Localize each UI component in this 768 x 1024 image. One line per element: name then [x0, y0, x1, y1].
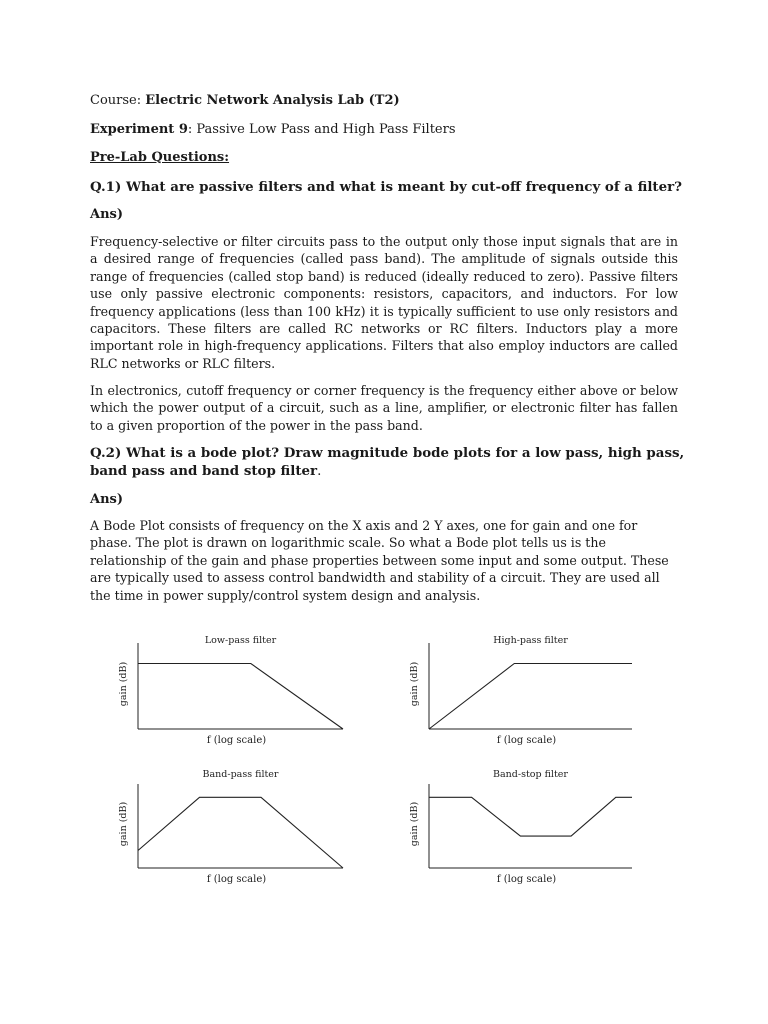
band-stop-filter-title: Band-stop filter — [493, 769, 568, 780]
high-pass-filter-title: High-pass filter — [493, 635, 568, 646]
low-pass-filter-title: Low-pass filter — [204, 635, 277, 646]
high-pass-filter-y-label: gain (dB) — [409, 661, 420, 707]
question-1: Q.1) What are passive filters and what is meant by cut-off frequency of a filter? — [90, 179, 683, 195]
band-pass-filter-title: Band-pass filter — [202, 769, 279, 780]
band-pass-filter-gain-curve — [138, 797, 343, 868]
prelab-heading: Pre-Lab Questions: — [90, 150, 230, 165]
answer-1-label: Ans) — [90, 207, 124, 222]
high-pass-filter-plot — [409, 635, 632, 746]
question-2-line-1: Q.2) What is a bode plot? Draw magnitude bode plots for a low pass, high pass, — [90, 445, 685, 461]
question-2-text: band pass and band stop filter — [90, 463, 318, 479]
low-pass-filter-plot — [118, 635, 343, 746]
band-stop-filter-plot — [409, 769, 632, 885]
low-pass-filter-y-label: gain (dB) — [118, 661, 129, 707]
answer-1-paragraph-2: In electronics, cutoff frequency or corner frequency is the frequency either above or below which the power output of a circuit, such as a line, amplifier, or electronic filter has fallen to a given proportion of the power in the pass band. — [90, 383, 678, 433]
band-pass-filter-plot — [118, 769, 343, 885]
experiment-label: Experiment 9 — [90, 122, 188, 137]
course-label: Course: — [90, 93, 146, 108]
low-pass-filter-x-label: f (log scale) — [206, 735, 267, 746]
high-pass-filter-x-label: f (log scale) — [496, 735, 557, 746]
question-2-period: . — [317, 464, 322, 479]
high-pass-filter-gain-curve — [429, 664, 632, 730]
band-stop-filter-x-label: f (log scale) — [496, 874, 557, 885]
answer-2-paragraph: A Bode Plot consists of frequency on the X axis and 2 Y axes, one for gain and one for phase. The plot is drawn on logarithmic scale. So what a Bode plot tells us is the relationship of the gain and phase properties between some input and some output. These are typically used to assess control bandwidth and stability of a circuit. They are used all the time in power supply/control system design and analysis. — [90, 518, 669, 603]
answer-2-label: Ans) — [90, 492, 124, 507]
band-pass-filter-y-label: gain (dB) — [118, 801, 129, 847]
answer-1-paragraph-1: Frequency-selective or filter circuits pass to the output only those input signals that are in a desired range of frequencies (called pass band). The amplitude of signals outside this range of frequencies (called stop band) is reduced (ideally reduced to zero). Passive filters use only passive electronic components: resistors, capacitors, and inductors. For low frequency applications (less than 100 kHz) it is typically sufficient to use only resistors and capacitors. These filters are called RC networks or RC filters. Inductors play a more important role in high-frequency applications. Filters that also employ inductors are called RLC networks or RLC filters. — [90, 234, 678, 371]
band-stop-filter-y-label: gain (dB) — [409, 801, 420, 847]
experiment-name: : Passive Low Pass and High Pass Filters — [187, 122, 456, 137]
band-pass-filter-x-label: f (log scale) — [206, 874, 267, 885]
course-title: Electric Network Analysis Lab (T2) — [145, 93, 400, 108]
band-stop-filter-gain-curve — [429, 797, 632, 836]
low-pass-filter-gain-curve — [138, 664, 343, 730]
